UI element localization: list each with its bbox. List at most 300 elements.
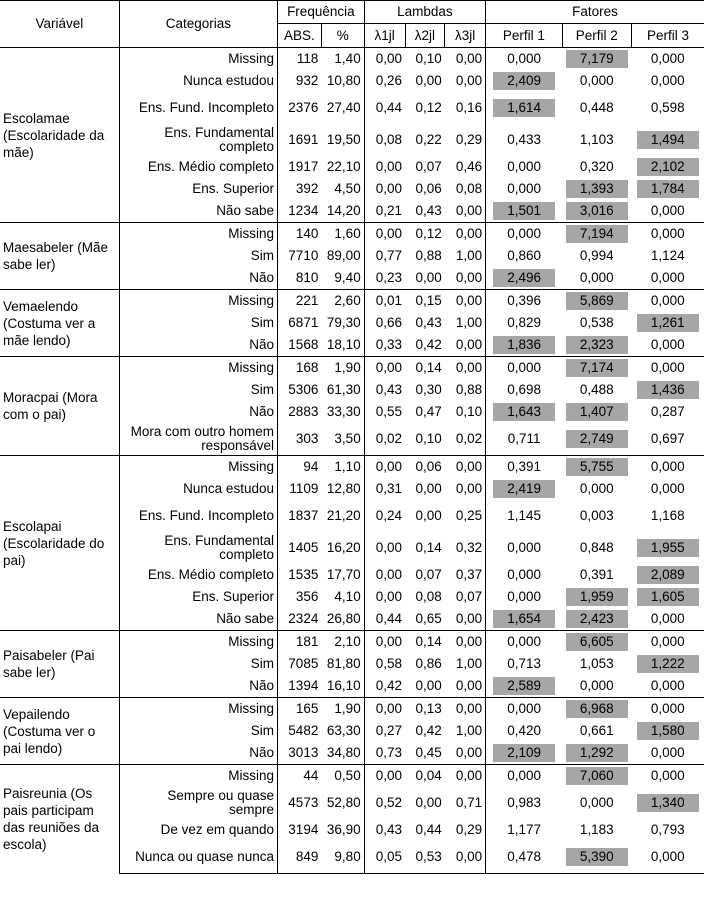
factor-value-p2: 0,661	[579, 723, 614, 738]
cell-p2	[562, 92, 631, 124]
factor-value-p3: 0,000	[650, 203, 685, 218]
variable-name: Escolamae (Escolaridade da mãe)	[0, 48, 119, 223]
cell-abs: 810	[277, 267, 321, 290]
cell-p2	[562, 564, 631, 586]
category-label: Ens. Fundamental completo	[119, 532, 277, 564]
factor-value-p1: 1,614	[493, 99, 555, 117]
header-variavel: Variável	[0, 1, 119, 48]
category-label: Ens. Fundamental completo	[119, 124, 277, 156]
cell-p1	[486, 631, 563, 654]
cell-abs: 118	[277, 48, 321, 71]
factor-value-p2: 7,194	[566, 225, 628, 243]
factor-value-p2: 7,174	[566, 359, 628, 377]
factor-value-p1: 2,109	[493, 744, 555, 762]
cell-p3	[631, 698, 704, 721]
category-label: Missing	[119, 357, 277, 380]
factor-value-p3: 1,340	[637, 794, 699, 812]
cell-l3: 0,71	[445, 787, 486, 819]
cell-l2: 0,14	[405, 357, 445, 380]
cell-l3: 0,02	[445, 423, 486, 456]
factor-value-p3: 0,000	[650, 337, 685, 352]
cell-p3	[631, 653, 704, 675]
cell-l1: 0,00	[364, 48, 405, 71]
factor-value-p2: 7,179	[566, 50, 628, 68]
cell-abs: 168	[277, 357, 321, 380]
cell-p3	[631, 156, 704, 178]
cell-pct: 3,50	[321, 423, 364, 456]
factor-value-p3: 0,598	[650, 100, 685, 115]
cell-p1	[486, 334, 563, 357]
cell-abs: 1837	[288, 508, 319, 523]
factor-value-p3: 0,793	[650, 822, 685, 837]
category-label: Ens. Fund. Incompleto	[119, 92, 277, 124]
factor-value-p2: 5,869	[566, 292, 628, 310]
cell-pct: 4,10	[321, 586, 364, 608]
factor-value-p3: 1,784	[637, 180, 699, 198]
category-label: Missing	[119, 223, 277, 246]
cell-abs: 5306	[288, 382, 319, 397]
cell-l3: 0,08	[445, 178, 486, 200]
cell-pct: 9,80	[321, 841, 364, 874]
cell-l1: 0,44	[364, 608, 405, 631]
cell-pct: 19,50	[321, 124, 364, 156]
cell-pct: 10,80	[321, 70, 364, 92]
cell-p1	[486, 124, 563, 156]
factor-value-p2: 0,994	[579, 248, 614, 263]
factor-value-p2: 0,000	[579, 481, 614, 496]
table-row	[0, 357, 704, 380]
cell-pct: 1,10	[321, 456, 364, 479]
cell-l2: 0,43	[415, 315, 442, 330]
factor-value-p1: 0,983	[507, 795, 541, 810]
cell-p3	[631, 765, 704, 788]
cell-p2	[562, 742, 631, 765]
cell-pct: 63,30	[321, 720, 364, 742]
factor-value-p3: 0,000	[650, 768, 685, 783]
table-row	[0, 631, 704, 654]
cell-pct: 2,10	[321, 631, 364, 654]
cell-l1: 0,00	[364, 698, 405, 721]
cell-p1	[486, 653, 563, 675]
header-perfil1: Perfil 1	[486, 24, 563, 48]
cell-l3: 0,00	[445, 223, 486, 246]
cell-p2	[562, 841, 631, 874]
factor-value-p3: 0,000	[650, 270, 685, 285]
factor-value-p3: 0,000	[650, 293, 685, 308]
header-lambda2: λ2jl	[405, 24, 445, 48]
category-label: Sim	[119, 245, 277, 267]
cell-l3: 0,00	[445, 290, 486, 313]
cell-abs: 3194	[288, 822, 319, 837]
cell-p3	[631, 200, 704, 223]
table-row	[0, 223, 704, 246]
factor-value-p3: 0,000	[650, 849, 685, 864]
cell-p1	[486, 267, 563, 290]
cell-abs: 165	[277, 698, 321, 721]
factor-value-p3: 1,436	[637, 381, 699, 399]
cell-l1: 0,23	[364, 267, 405, 290]
cell-l3: 0,00	[445, 334, 486, 357]
factor-value-p3: 1,261	[637, 314, 699, 332]
cell-p1	[486, 423, 563, 456]
cell-p1	[486, 178, 563, 200]
cell-l2: 0,86	[415, 656, 442, 671]
cell-p1	[486, 48, 563, 71]
cell-pct: 12,80	[321, 478, 364, 500]
factor-value-p1: 1,643	[493, 403, 555, 421]
cell-l3: 0,07	[445, 586, 486, 608]
category-label: Nunca estudou	[119, 70, 277, 92]
cell-l2: 0,00	[405, 675, 445, 698]
category-label: Não	[119, 334, 277, 357]
cell-l1: 0,31	[375, 481, 402, 496]
cell-abs: 7085	[288, 656, 319, 671]
cell-l3: 0,00	[445, 675, 486, 698]
cell-p1	[486, 357, 563, 380]
category-label: Não sabe	[119, 200, 277, 223]
cell-l2: 0,43	[405, 200, 445, 223]
factor-value-p1: 0,000	[507, 540, 541, 555]
cell-l1: 0,00	[375, 589, 402, 604]
cell-abs: 303	[277, 423, 321, 456]
category-label: Não	[119, 267, 277, 290]
cell-pct: 1,90	[321, 698, 364, 721]
factor-value-p2: 0,448	[579, 100, 614, 115]
cell-p3	[631, 92, 704, 124]
cell-l1: 0,73	[364, 742, 405, 765]
cell-l3: 0,29	[445, 819, 486, 841]
cell-l1: 0,77	[375, 248, 402, 263]
factor-value-p1: 0,000	[507, 701, 541, 716]
cell-abs: 1568	[277, 334, 321, 357]
cell-abs: 1917	[288, 159, 319, 174]
factor-value-p3: 0,287	[650, 404, 685, 419]
cell-p1	[486, 819, 563, 841]
cell-l2: 0,07	[415, 567, 442, 582]
cell-p2	[562, 500, 631, 532]
factor-value-p1: 0,000	[507, 159, 541, 174]
cell-l1: 0,52	[375, 795, 402, 810]
category-label: Sim	[119, 312, 277, 334]
cell-l2: 0,12	[405, 223, 445, 246]
factor-value-p2: 7,060	[566, 767, 628, 785]
factor-value-p3: 0,000	[650, 634, 685, 649]
factor-value-p1: 2,419	[493, 480, 555, 498]
factor-value-p3: 0,000	[650, 226, 685, 241]
category-label: Sempre ou quase sempre	[119, 787, 277, 819]
factor-value-p2: 0,488	[579, 382, 614, 397]
factor-value-p3: 0,000	[650, 611, 685, 626]
cell-l2: 0,06	[405, 456, 445, 479]
cell-l2: 0,22	[415, 132, 442, 147]
category-label: Não sabe	[119, 608, 277, 631]
category-label: Não	[119, 675, 277, 698]
cell-abs: 932	[295, 73, 319, 88]
cell-pct: 33,30	[321, 401, 364, 423]
factor-value-p3: 0,000	[650, 73, 685, 88]
cell-l1: 0,33	[364, 334, 405, 357]
category-label: Ens. Fund. Incompleto	[119, 500, 277, 532]
factor-value-p1: 1,145	[507, 508, 541, 523]
factor-value-p3: 1,222	[637, 655, 699, 673]
cell-p3	[631, 532, 704, 564]
variable-name: Maesabeler (Mãe sabe ler)	[0, 223, 119, 290]
cell-p3	[631, 586, 704, 608]
cell-p3	[631, 245, 704, 267]
category-label: Não	[119, 401, 277, 423]
factor-value-p1: 0,000	[507, 360, 541, 375]
cell-l1: 0,00	[364, 456, 405, 479]
cell-l2: 0,88	[415, 248, 442, 263]
factor-value-p2: 1,292	[566, 744, 628, 762]
cell-p1	[486, 532, 563, 564]
cell-p2	[562, 787, 631, 819]
cell-p2	[562, 608, 631, 631]
factor-value-p2: 0,000	[579, 270, 614, 285]
cell-p3	[631, 70, 704, 92]
category-label: Missing	[119, 631, 277, 654]
cell-p3	[631, 223, 704, 246]
category-label: Missing	[119, 290, 277, 313]
cell-p2	[562, 478, 631, 500]
cell-l2: 0,14	[415, 540, 442, 555]
factor-value-p1: 0,000	[507, 226, 541, 241]
cell-p1	[486, 478, 563, 500]
cell-l1: 0,08	[375, 132, 402, 147]
cell-p3	[631, 841, 704, 874]
variable-name: Moracpai (Mora com o pai)	[0, 357, 119, 456]
cell-abs: 356	[295, 589, 319, 604]
cell-p1	[486, 312, 563, 334]
table-header	[0, 1, 704, 48]
cell-pct: 2,60	[321, 290, 364, 313]
cell-p2	[562, 70, 631, 92]
factor-value-p1: 0,478	[507, 849, 541, 864]
factor-value-p1: 0,860	[507, 248, 541, 263]
cell-p1	[486, 608, 563, 631]
cell-p3	[631, 478, 704, 500]
cell-p3	[631, 357, 704, 380]
cell-abs: 3013	[277, 742, 321, 765]
cell-l3: 0,00	[445, 267, 486, 290]
cell-l2: 0,00	[415, 795, 442, 810]
table-row	[0, 698, 704, 721]
cell-abs: 4573	[288, 795, 319, 810]
cell-p3	[631, 742, 704, 765]
factor-value-p3: 0,000	[650, 360, 685, 375]
cell-l1: 0,00	[364, 357, 405, 380]
cell-l3: 0,29	[445, 124, 486, 156]
cell-abs: 5482	[288, 723, 319, 738]
cell-l1: 0,02	[364, 423, 405, 456]
table-row	[0, 456, 704, 479]
cell-p3	[631, 787, 704, 819]
cell-l3: 0,00	[445, 698, 486, 721]
cell-l2: 0,42	[415, 723, 442, 738]
header-lambda3: λ3jl	[445, 24, 486, 48]
cell-p3	[631, 267, 704, 290]
cell-p3	[631, 379, 704, 401]
factor-value-p3: 1,605	[637, 588, 699, 606]
cell-abs: 392	[295, 181, 319, 196]
cell-p1	[486, 200, 563, 223]
cell-l3: 0,00	[445, 456, 486, 479]
factor-value-p1: 2,589	[493, 677, 555, 695]
factor-value-p1: 0,829	[507, 315, 541, 330]
cell-pct: 16,10	[321, 675, 364, 698]
cell-l3: 0,10	[445, 401, 486, 423]
factor-value-p1: 0,000	[507, 768, 541, 783]
cell-l1: 0,00	[375, 567, 402, 582]
factor-value-p1: 0,000	[507, 589, 541, 604]
cell-p2	[562, 456, 631, 479]
factor-value-p1: 0,698	[507, 382, 541, 397]
cell-l2: 0,08	[415, 589, 442, 604]
cell-l3: 0,00	[445, 70, 486, 92]
factor-value-p2: 1,103	[579, 132, 614, 147]
factor-value-p2: 1,393	[566, 180, 628, 198]
cell-l2: 0,04	[405, 765, 445, 788]
cell-l2: 0,12	[415, 100, 442, 115]
header-abs: ABS.	[277, 24, 321, 48]
category-label: Missing	[119, 48, 277, 71]
cell-p3	[631, 312, 704, 334]
cell-p1	[486, 500, 563, 532]
cell-l1: 0,55	[375, 404, 402, 419]
cell-pct: 16,20	[321, 532, 364, 564]
header-pct: %	[321, 24, 364, 48]
cell-l3: 0,88	[445, 379, 486, 401]
cell-l2: 0,07	[415, 159, 442, 174]
cell-l2: 0,65	[405, 608, 445, 631]
cell-l3: 1,00	[445, 653, 486, 675]
cell-l2: 0,00	[415, 508, 442, 523]
factor-value-p1: 2,496	[493, 269, 555, 287]
cell-p3	[631, 456, 704, 479]
cell-p3	[631, 675, 704, 698]
cell-l3: 0,37	[445, 564, 486, 586]
cell-abs: 1405	[288, 540, 319, 555]
cell-l3: 0,46	[445, 156, 486, 178]
table-row	[0, 48, 704, 71]
cell-p1	[486, 70, 563, 92]
factor-value-p2: 5,755	[566, 458, 628, 476]
cell-abs: 1394	[277, 675, 321, 698]
cell-p1	[486, 742, 563, 765]
cell-pct: 34,80	[321, 742, 364, 765]
category-label: Nunca estudou	[119, 478, 277, 500]
factor-value-p3: 0,697	[650, 431, 685, 446]
cell-p1	[486, 456, 563, 479]
factor-value-p2: 0,320	[579, 159, 614, 174]
factor-value-p3: 1,955	[637, 539, 699, 557]
factor-value-p2: 1,407	[566, 403, 628, 421]
cell-l1: 0,27	[375, 723, 402, 738]
cell-l1: 0,00	[375, 181, 402, 196]
factor-value-p3: 0,000	[650, 745, 685, 760]
cell-abs: 6871	[288, 315, 319, 330]
cell-p2	[562, 698, 631, 721]
cell-l3: 0,00	[445, 765, 486, 788]
cell-pct: 17,70	[321, 564, 364, 586]
factor-value-p2: 5,390	[566, 848, 628, 866]
cell-p2	[562, 631, 631, 654]
cell-p2	[562, 178, 631, 200]
cell-pct: 14,20	[321, 200, 364, 223]
cell-l3: 0,00	[445, 478, 486, 500]
cell-pct: 36,90	[321, 819, 364, 841]
factor-value-p2: 0,000	[579, 73, 614, 88]
factor-value-p1: 2,409	[493, 72, 555, 90]
cell-p2	[562, 200, 631, 223]
factor-value-p3: 0,000	[650, 481, 685, 496]
cell-pct: 89,00	[321, 245, 364, 267]
factor-value-p1: 0,433	[507, 132, 541, 147]
cell-l1: 0,66	[375, 315, 402, 330]
cell-l1: 0,00	[375, 540, 402, 555]
cell-abs: 1691	[288, 132, 319, 147]
header-frequencia: Frequência	[277, 1, 364, 24]
factor-value-p2: 1,959	[566, 588, 628, 606]
cell-p1	[486, 698, 563, 721]
cell-l1: 0,00	[364, 631, 405, 654]
variable-name: Vepailendo (Costuma ver o pai lendo)	[0, 698, 119, 765]
cell-p3	[631, 124, 704, 156]
header-lambdas: Lambdas	[364, 1, 485, 24]
cell-p3	[631, 631, 704, 654]
cell-l2: 0,44	[415, 822, 442, 837]
header-categorias: Categorias	[119, 1, 277, 48]
cell-l3: 0,00	[445, 742, 486, 765]
cell-pct: 52,80	[321, 787, 364, 819]
cell-l3: 0,00	[445, 608, 486, 631]
factor-value-p2: 3,016	[566, 202, 628, 220]
cell-abs: 44	[277, 765, 321, 788]
cell-p2	[562, 675, 631, 698]
cell-l3: 0,00	[445, 841, 486, 874]
cell-p2	[562, 532, 631, 564]
cell-l1: 0,24	[375, 508, 402, 523]
header-fatores: Fatores	[486, 1, 704, 24]
cell-l2: 0,30	[415, 382, 442, 397]
cell-abs: 140	[277, 223, 321, 246]
factor-value-p1: 0,713	[507, 656, 541, 671]
factor-value-p1: 0,000	[507, 181, 541, 196]
table-body	[0, 48, 704, 874]
factor-value-p3: 1,124	[650, 248, 685, 263]
factor-value-p3: 1,494	[637, 131, 699, 149]
cell-l3: 0,00	[445, 200, 486, 223]
cell-l2: 0,15	[405, 290, 445, 313]
category-label: Missing	[119, 456, 277, 479]
cell-p2	[562, 290, 631, 313]
header-lambda1: λ1jl	[364, 24, 405, 48]
header-perfil3: Perfil 3	[631, 24, 704, 48]
cell-p2	[562, 223, 631, 246]
cell-p2	[562, 357, 631, 380]
cell-l2: 0,53	[405, 841, 445, 874]
cell-p2	[562, 48, 631, 71]
factor-value-p2: 0,000	[579, 795, 614, 810]
factor-value-p1: 1,836	[493, 336, 555, 354]
factor-value-p2: 0,391	[579, 567, 614, 582]
cell-pct: 79,30	[321, 312, 364, 334]
cell-p2	[562, 245, 631, 267]
cell-p1	[486, 245, 563, 267]
cell-p1	[486, 92, 563, 124]
cell-pct: 0,50	[321, 765, 364, 788]
cell-p3	[631, 423, 704, 456]
